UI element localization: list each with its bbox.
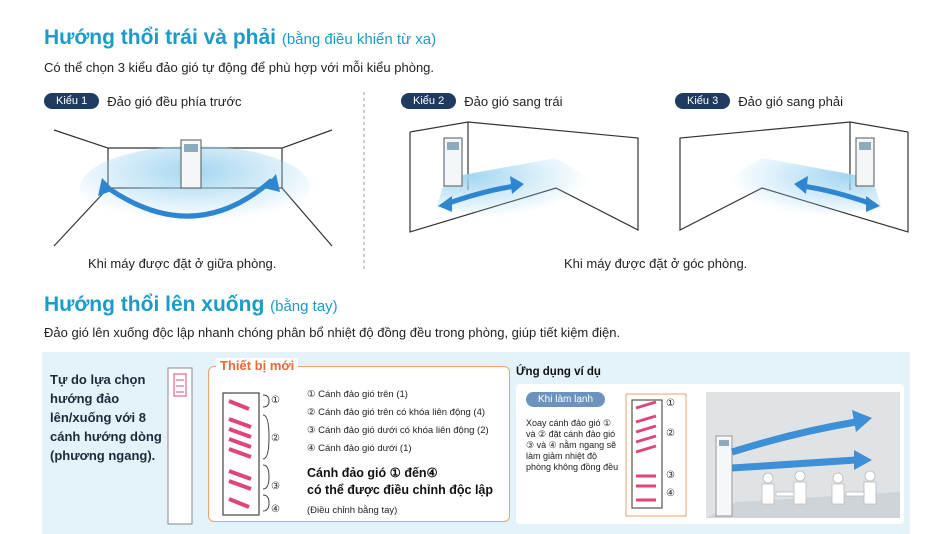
example-marker-4: ④	[666, 488, 675, 499]
panel-intro-text: Tự do lựa chọn hướng đảo lên/xuống với 8 cánh hướng dòng (phương ngang).	[50, 372, 162, 463]
mode-1-badge: Kiểu 1	[44, 93, 99, 109]
louver-option-2: ② Cánh đảo gió trên có khóa liên động (4)	[307, 407, 486, 418]
example-marker-1: ①	[666, 398, 675, 409]
louver-option-1: ① Cánh đảo gió trên (1)	[307, 389, 408, 400]
mode-3-badge: Kiểu 3	[675, 93, 730, 109]
section2-title: Hướng thổi lên xuống (bằng tay)	[44, 293, 338, 316]
mode-2-badge: Kiểu 2	[401, 93, 456, 109]
cooling-badge: Khi làm lạnh	[526, 392, 605, 407]
independent-adjust-line1: Cánh đảo gió ① đến④	[307, 466, 438, 480]
mode-3-label: Đảo gió sang phải	[738, 93, 844, 109]
new-device-label: Thiết bị mới	[216, 358, 298, 373]
section1-title: Hướng thổi trái và phải (bằng điều khiển từ xa)	[44, 26, 437, 49]
louver-marker-1: ①	[271, 395, 280, 406]
mode-2-label: Đảo gió sang trái	[464, 93, 563, 109]
new-device-card	[208, 366, 510, 522]
louver-marker-4: ④	[271, 504, 280, 515]
mode-1	[44, 93, 242, 109]
manual-adjust-note: (Điều chỉnh bằng tay)	[307, 505, 398, 516]
section2-description: Đảo gió lên xuống độc lập nhanh chóng phân bổ nhiệt độ đồng đều trong phòng, giúp tiết kiệm điện.	[44, 325, 621, 340]
section1-description: Có thể chọn 3 kiểu đảo gió tự động để phù hợp với mỗi kiểu phòng.	[44, 60, 435, 75]
independent-adjust-line2: có thể được điều chỉnh độc lập	[307, 483, 494, 497]
mode-1-label: Đảo gió đều phía trước	[107, 93, 242, 109]
louver-marker-2: ②	[271, 433, 280, 444]
standing-unit-sketch	[166, 366, 196, 526]
caption-corner: Khi máy được đặt ở góc phòng.	[564, 256, 748, 271]
room-cooling-scene	[706, 392, 900, 518]
example-marker-2: ②	[666, 428, 675, 439]
section2-title-note: (bằng tay)	[270, 298, 338, 315]
louver-marker-3: ③	[271, 481, 280, 492]
section1-divider	[362, 92, 366, 272]
mode-2	[401, 93, 562, 109]
room-right-illustration	[676, 118, 912, 248]
example-marker-3: ③	[666, 470, 675, 481]
example-card	[516, 384, 904, 524]
louver-option-4: ④ Cánh đảo gió dưới (1)	[307, 443, 412, 454]
vertical-swing-panel	[42, 352, 910, 534]
room-left-illustration	[406, 118, 642, 248]
example-louver-diagram	[624, 392, 688, 518]
louver-diagram	[221, 391, 281, 517]
example-description: Xoay cánh đảo gió ① và ② đặt cánh đảo gió ③ và ④ nằm ngang sẽ làm giảm nhiệt độ phòng không đồng đều	[526, 418, 619, 472]
room-center-illustration	[50, 118, 340, 248]
example-title: Ứng dụng ví dụ	[516, 366, 601, 378]
caption-middle: Khi máy được đặt ở giữa phòng.	[88, 256, 277, 271]
louver-option-3: ③ Cánh đảo gió dưới có khóa liên động (2)	[307, 425, 489, 436]
section1-title-note: (bằng điều khiển từ xa)	[281, 31, 437, 48]
mode-3	[675, 93, 843, 109]
